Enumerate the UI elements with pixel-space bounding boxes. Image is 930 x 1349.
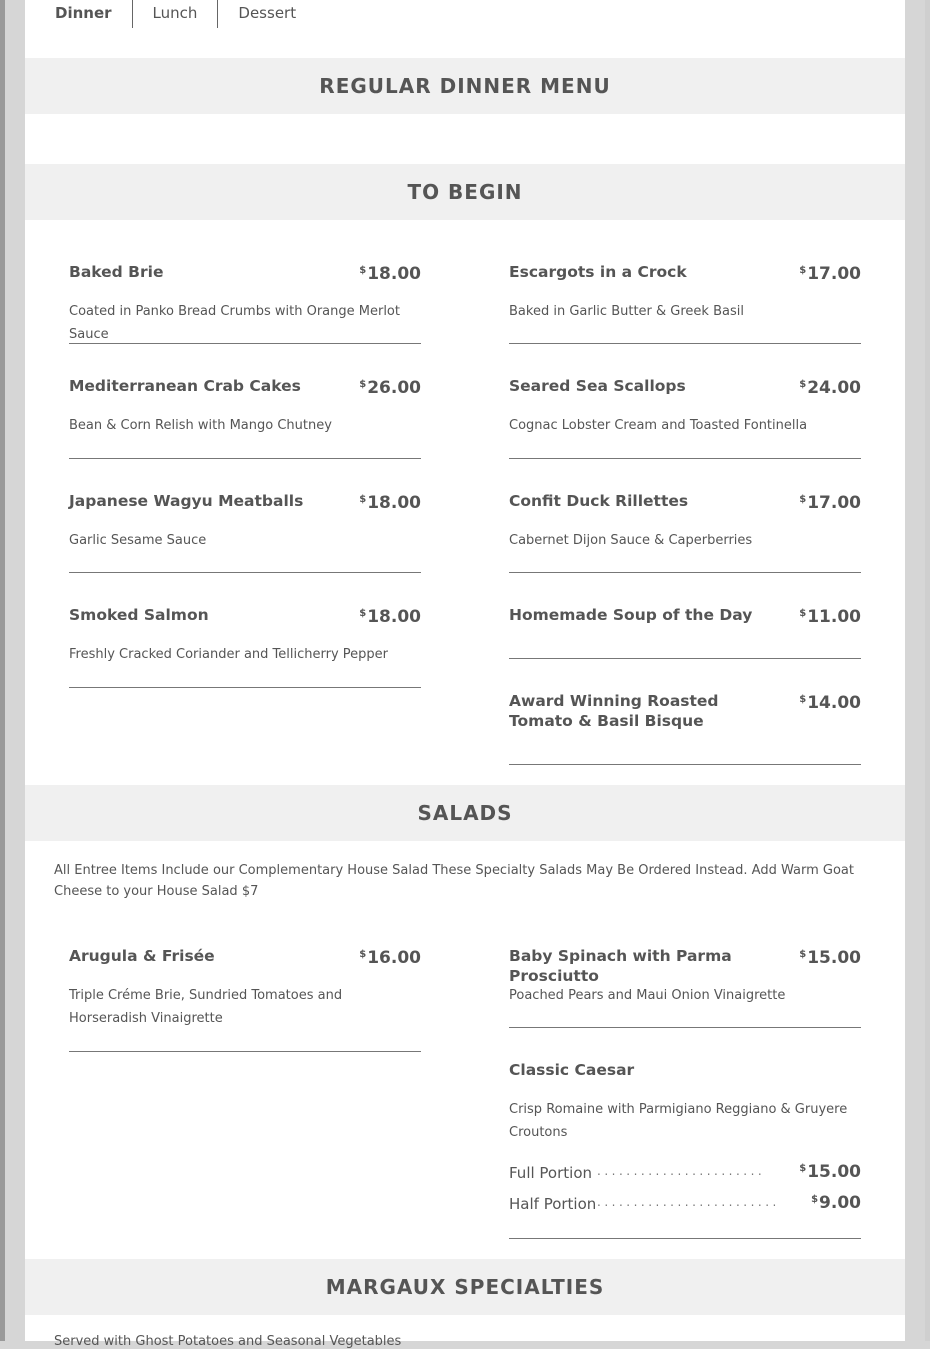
dot-leader: .......................	[597, 1164, 766, 1178]
item-price: $18.00	[359, 607, 421, 627]
section-heading-margaux-specialties: MARGAUX SPECIALTIES	[25, 1259, 905, 1315]
item-name: Confit Duck Rillettes	[509, 492, 689, 510]
item-description: Poached Pears and Maui Onion Vinaigrette	[509, 988, 786, 1003]
item-price: $17.00	[799, 264, 861, 284]
item-description: Bean & Corn Relish with Mango Chutney	[69, 418, 332, 433]
menu-item	[69, 376, 421, 459]
item-description: Baked in Garlic Butter & Greek Basil	[509, 304, 744, 319]
item-name: Escargots in a Crock	[509, 263, 687, 281]
portion-label: Half Portion	[509, 1195, 597, 1213]
item-name: Baked Brie	[69, 263, 164, 281]
item-price: $15.00	[799, 948, 861, 968]
menu-item	[69, 946, 421, 1052]
item-price: $16.00	[359, 948, 421, 968]
item-description: Cognac Lobster Cream and Toasted Fontinella	[509, 418, 808, 433]
item-name: Seared Sea Scallops	[509, 377, 686, 395]
menu-item	[509, 1060, 861, 1239]
item-name: Baby Spinach with Parma Prosciutto	[509, 947, 732, 985]
item-name: Classic Caesar	[509, 1061, 635, 1079]
portion-price: $9.00	[811, 1193, 861, 1213]
menu-item	[69, 262, 421, 344]
menu-tabs	[55, 0, 316, 28]
section-heading-regular-dinner: REGULAR DINNER MENU	[25, 58, 905, 114]
menu-item	[509, 946, 861, 1028]
section-heading-to-begin: TO BEGIN	[25, 164, 905, 220]
item-name: Homemade Soup of the Day	[509, 606, 753, 624]
item-price: $18.00	[359, 264, 421, 284]
tab-lunch[interactable]: Lunch	[132, 0, 218, 28]
item-price: $17.00	[799, 493, 861, 513]
item-description: Garlic Sesame Sauce	[69, 533, 207, 548]
item-name: Arugula & Frisée	[69, 947, 215, 965]
section-heading-salads: SALADS	[25, 785, 905, 841]
item-price: $14.00	[799, 693, 861, 713]
item-description: Triple Créme Brie, Sundried Tomatoes and Horseradish Vinaigrette	[69, 988, 343, 1026]
specialties-note: Served with Ghost Potatoes and Seasonal Vegetables	[54, 1334, 402, 1349]
portion-price: $15.00	[799, 1162, 861, 1182]
item-name: Japanese Wagyu Meatballs	[69, 492, 304, 510]
menu-item	[509, 605, 861, 659]
portion-row	[509, 1164, 861, 1186]
menu-item	[509, 262, 861, 344]
tab-dessert[interactable]: Dessert	[217, 0, 316, 28]
item-description: Crisp Romaine with Parmigiano Reggiano & Gruyere Croutons	[509, 1102, 848, 1140]
item-name: Award Winning Roasted Tomato & Basil Bisque	[509, 692, 719, 730]
menu-page	[25, 0, 905, 1349]
tab-dinner[interactable]: Dinner	[55, 4, 112, 22]
menu-item	[69, 491, 421, 573]
menu-item	[509, 691, 861, 765]
item-description: Freshly Cracked Coriander and Tellicherry Pepper	[69, 647, 388, 662]
window-left-border	[0, 0, 5, 1341]
item-price: $26.00	[359, 378, 421, 398]
item-description: Cabernet Dijon Sauce & Caperberries	[509, 533, 753, 548]
item-name: Mediterranean Crab Cakes	[69, 377, 301, 395]
portion-row	[509, 1195, 861, 1217]
salads-note: All Entree Items Include our Complementary House Salad These Specialty Salads May Be Ordered Instead. Add Warm Goat Cheese to your House Salad $7	[54, 863, 854, 899]
menu-item	[509, 376, 861, 459]
item-price: $18.00	[359, 493, 421, 513]
portion-label: Full Portion	[509, 1164, 593, 1182]
item-name: Smoked Salmon	[69, 606, 209, 624]
window-right-border	[925, 0, 930, 1341]
menu-item	[509, 491, 861, 573]
item-price: $24.00	[799, 378, 861, 398]
dot-leader: .........................	[597, 1195, 780, 1209]
menu-item	[69, 605, 421, 688]
item-price: $11.00	[799, 607, 861, 627]
item-description: Coated in Panko Bread Crumbs with Orange Merlot Sauce	[69, 304, 400, 342]
